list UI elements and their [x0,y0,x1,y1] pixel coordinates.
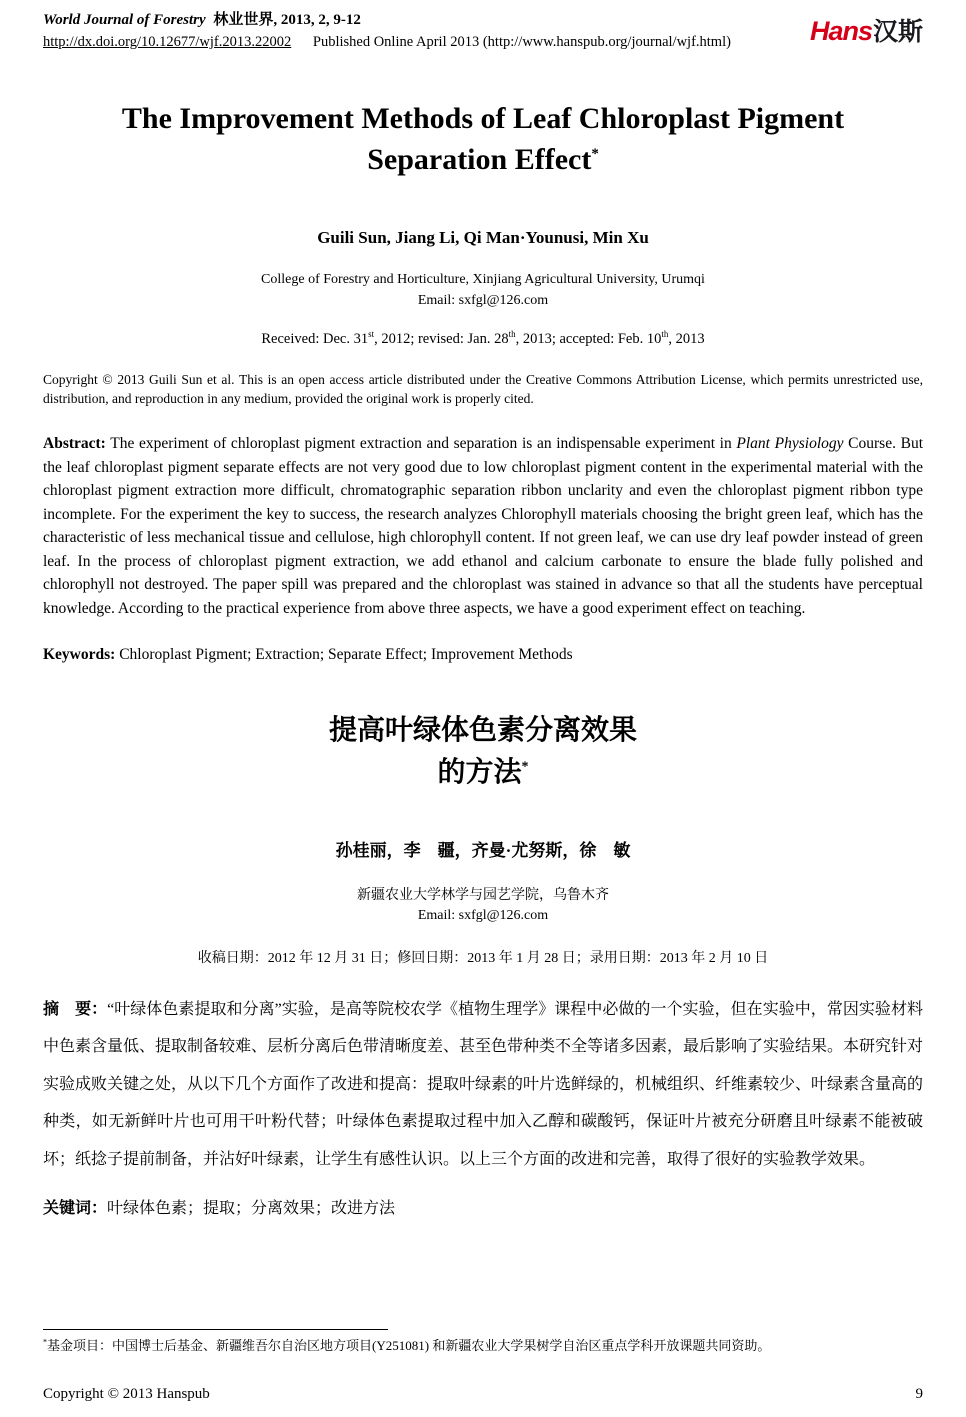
footnote [43,1329,923,1356]
title-line-2: Separation Effect [367,142,592,176]
authors-en: Guili Sun, Jiang Li, Qi Man·Younusi, Min Xu [317,228,649,248]
dates-cn: 收稿日期：2012 年 12 月 31 日；修回日期：2013 年 1 月 28 日；录用日期：2013 年 2 月 10 日 [197,950,769,966]
ordinal-th-2: th [661,329,669,340]
received-dates-en [43,331,923,348]
published-info: Published Online April 2013 (http://www.hanspub.org/journal/wjf.html) [312,33,731,50]
page-footer [43,1386,923,1403]
title-footnote-mark: * [591,145,599,162]
ordinal-st: st [368,329,375,340]
ordinal-th-1: th [508,329,516,340]
affiliation-cn: 新疆农业大学林学与园艺学院，乌鲁木齐 [357,888,609,904]
abstract-text-cn: “叶绿体色素提取和分离”实验，是高等院校农学《植物生理学》课程中必做的一个实验，但在实验中，常因实验材料中色素含量低、提取制备较难、层析分离后色带清晰度差、甚至色带种类不全等诸多因素，最后影响了实验结果。本研究针对实验成败关键之处，从以下几个方面作了改进和提高：提取叶绿素的叶片选鲜绿的，机械组织、纤维素较少、叶绿素含量高的种类，如无新鲜叶片也可用干叶粉代替；叶绿体色素提取过程中加入乙醇和碳酸钙，保证叶片被充分研磨且叶绿素不能被破坏；纸捻子提前制备，并沾好叶绿素，让学生有感性认识。以上三个方面的改进和完善，取得了很好的实验教学效果。 [43,1000,924,1169]
keywords-text-cn: 叶绿体色素；提取；分离效果；改进方法 [107,1199,396,1217]
hans-logo [810,10,923,48]
received-part-2: , 2012; revised: Jan. 28 [374,330,509,347]
email-cn: Email: sxfgl@126.com [417,908,549,924]
abstract-label-en: Abstract: [43,435,106,452]
journal-info [43,10,731,54]
abstract-en [43,432,923,620]
title-cn-footnote-mark: * [521,760,529,776]
abstract-text-1: The experiment of chloroplast pigment extraction and separation is an indispensable experiment in [105,435,737,452]
abstract-italic-course: Plant Physiology [736,435,844,452]
copyright-notice: Copyright © 2013 Guili Sun et al. This is an open access article distributed under the Creative Commons Attribution License, which permits unrestricted use, distribution, and reproduction in any medium, provided the original work is properly cited. [43,371,923,407]
received-part-4: , 2013 [668,330,705,347]
abstract-cn [43,991,923,1179]
title-cn-line-1: 提高叶绿体色素分离效果 [328,715,637,747]
keywords-text-en: Chloroplast Pigment; Extraction; Separate Effect; Improvement Methods [115,646,573,664]
keywords-cn [43,1195,923,1218]
abstract-text-2: Course. But the leaf chloroplast pigment separate effects are not very good due to low chloroplast pigment content in the experimental material with the chloroplast pigment extraction more difficult, chromatographic separation ribbon unclarity and even the chloroplast pigment ribbon type incomplete. For the experiment the key to success, the research analyzes Chlorophyll materials choosing the bright green leaf, which has the characteristic of less mechanical tissue and cellulose, high chlorophyll content. If not green leaf, we can use dry leaf powder instead of green leaf. In the process of chloroplast pigment extraction, we add ethanol and calcium carbonate to ensure the blade fully polished and chlorophyll not destroyed. The paper spill was prepared and the chloroplast was stained in advance so that all the students have perceptual knowledge. According to the practical experience from above three aspects, we have a good experiment effect on teaching. [43,435,924,617]
page-header [43,10,923,54]
journal-line [43,10,731,32]
footnote-divider [43,1329,388,1330]
article-title-en [43,98,923,181]
keywords-en [43,646,923,664]
journal-issue-info: 林业世界, 2013, 2, 9-12 [213,12,361,28]
keywords-label-en: Keywords: [43,646,116,664]
received-part-1: Received: Dec. 31 [261,330,369,347]
article-title-cn [43,710,923,794]
hans-logo-latin: Hans [809,16,872,46]
hans-logo-cn: 汉斯 [872,18,923,46]
footer-copyright: Copyright © 2013 Hanspub [43,1386,210,1402]
page-number: 9 [915,1386,923,1402]
footnote-body: 基金项目：中国博士后基金、新疆维吾尔自治区地方项目(Y251081) 和新疆农业大学果树学自治区重点学科开放课题共同资助。 [47,1337,771,1353]
journal-name: World Journal of Forestry [43,12,206,28]
title-line-1: The Improvement Methods of Leaf Chloroplast Pigment [121,101,845,135]
received-part-3: , 2013; accepted: Feb. 10 [515,330,662,347]
affiliation-en: College of Forestry and Horticulture, Xinjiang Agricultural University, Urumqi [261,272,705,288]
doi-link[interactable]: http://dx.doi.org/10.12677/wjf.2013.22002 [43,33,292,50]
authors-cn: 孙桂丽，李 疆，齐曼·尤努斯，徐 敏 [335,841,631,861]
email-en: Email: sxfgl@126.com [417,292,549,308]
title-cn-line-2: 的方法 [437,757,522,789]
doi-line [43,32,731,54]
footnote-mark: * [43,1337,48,1347]
footnote-text [43,1336,923,1356]
abstract-label-cn: 摘 要： [43,1000,108,1018]
keywords-label-cn: 关键词： [43,1199,108,1217]
